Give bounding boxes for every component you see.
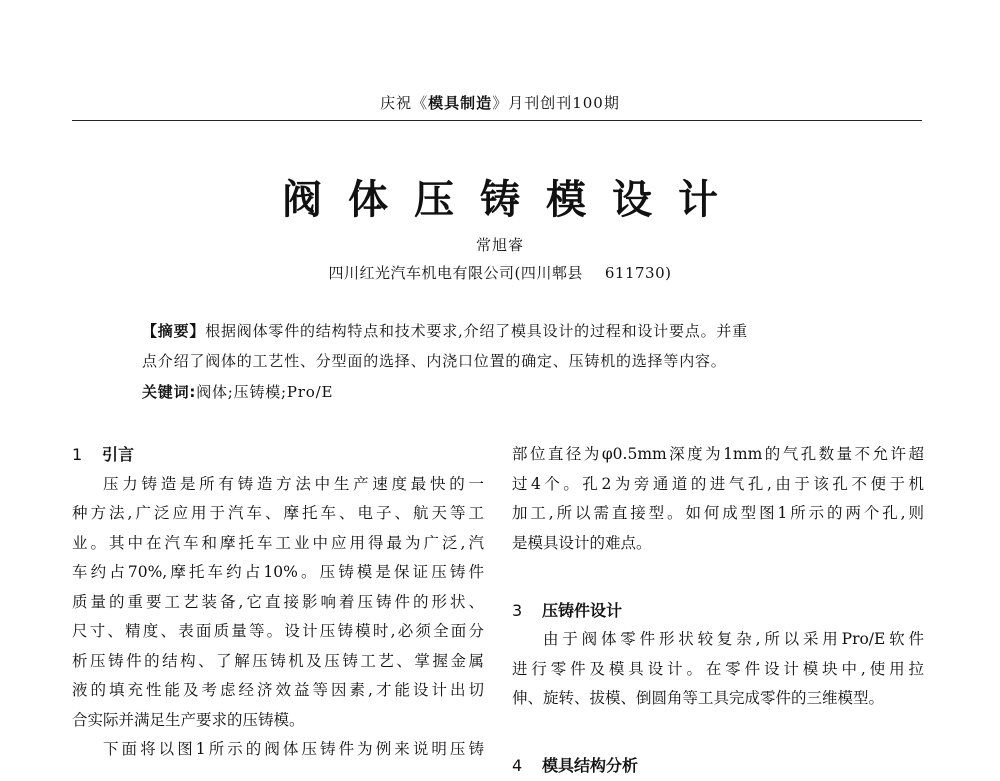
paper-title: 阀体压铸模设计 xyxy=(282,177,744,223)
body-line: 下面将以图1所示的阀体压铸件为例来说明压铸 xyxy=(103,740,484,758)
keywords-text: 阀体;压铸模;Pro/E xyxy=(196,383,334,401)
running-head-journal: 模具制造 xyxy=(428,94,493,112)
body-line: 质量的重要工艺装备,它直接影响着压铸件的形状、 xyxy=(72,592,484,611)
body-line: 液的填充性能及考虑经济效益等因素,才能设计出切 xyxy=(72,681,484,699)
keywords xyxy=(142,381,902,402)
body-line: 部位直径为φ0.5mm深度为1mm的气孔数量不允许超 xyxy=(512,445,924,463)
section-4-title: 模具结构分析 xyxy=(542,756,639,775)
right-column xyxy=(512,440,924,781)
affiliation xyxy=(0,262,1000,283)
abstract-line-1 xyxy=(142,320,902,341)
affiliation-org: 四川红光汽车机电有限公司(四川郫县 xyxy=(328,264,583,282)
body-line: 合实际并满足生产要求的压铸模。 xyxy=(72,710,305,729)
section-4-number: 4 xyxy=(512,756,523,775)
keywords-label: 关键词: xyxy=(142,383,197,401)
section-1-title: 引言 xyxy=(102,445,135,464)
body-line: 种方法,广泛应用于汽车、摩托车、电子、航天等工 xyxy=(72,504,484,522)
body-line: 压力铸造是所有铸造方法中生产速度最快的一 xyxy=(103,474,484,493)
body-line: 是模具设计的难点。 xyxy=(512,533,652,552)
running-head xyxy=(0,92,1000,113)
left-column xyxy=(72,440,484,765)
body-line: 由于阀体零件形状较复杂,所以采用Pro/E软件 xyxy=(543,630,924,648)
affiliation-zip: 611730) xyxy=(604,264,672,282)
author-name: 常旭睿 xyxy=(475,236,524,254)
body-line: 业。其中在汽车和摩托车工业中应用得最为广泛,汽 xyxy=(72,533,484,552)
body-line: 车约占70%,摩托车约占10%。压铸模是保证压铸件 xyxy=(72,563,484,581)
section-3-number: 3 xyxy=(512,600,523,620)
running-head-prefix: 庆祝《 xyxy=(380,94,429,112)
section-1-number: 1 xyxy=(72,445,83,464)
body-line: 伸、旋转、拔模、倒圆角等工具完成零件的三维模型。 xyxy=(512,689,885,707)
abstract-line-2: 点介绍了阀体的工艺性、分型面的选择、内浇口位置的确定、压铸机的选择等内容。 xyxy=(142,352,727,370)
section-3-heading xyxy=(512,596,924,626)
body-line: 析压铸件的结构、了解压铸机及压铸工艺、掌握金属 xyxy=(72,651,484,670)
body-line: 进行零件及模具设计。在零件设计模块中,使用拉 xyxy=(512,659,924,678)
section-3-title: 压铸件设计 xyxy=(542,600,623,620)
abstract-label: 【摘要】 xyxy=(142,322,206,340)
body-line: 尺寸、精度、表面质量等。设计压铸模时,必须全面分 xyxy=(72,622,484,640)
body-line: 过4个。孔2为旁通道的进气孔,由于该孔不便于机 xyxy=(512,474,924,493)
abstract-text-1: 根据阀体零件的结构特点和技术要求,介绍了模具设计的过程和设计要点。并重 xyxy=(205,322,748,340)
running-head-suffix: 》月刊创刊100期 xyxy=(492,94,620,112)
header-rule xyxy=(72,120,922,121)
section-4-heading xyxy=(512,751,924,781)
body-line: 加工,所以需直接型。如何成型图1所示的两个孔,则 xyxy=(512,504,924,522)
section-1-heading xyxy=(72,440,484,470)
